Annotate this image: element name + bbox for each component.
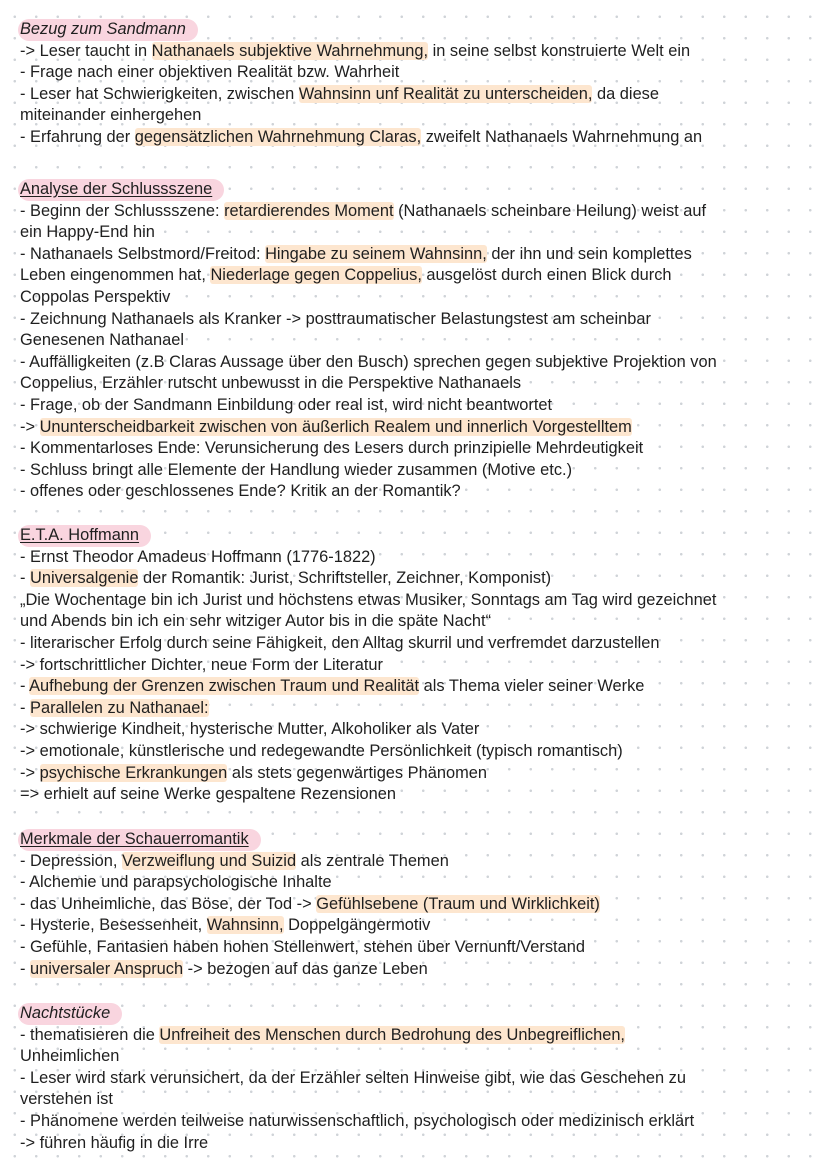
note-line	[20, 784, 810, 806]
note-line	[20, 395, 810, 417]
highlighted-text: Wahnsinn,	[206, 916, 284, 935]
note-text: - Phänomene werden teilweise naturwissenschaftlich, psychologisch oder medizinisch erklärt	[20, 1111, 695, 1130]
section-title: E.T.A. Hoffmann	[18, 525, 151, 547]
note-text: - Depression,	[20, 851, 123, 870]
note-text: Genesenen Nathanael	[20, 331, 185, 350]
note-text: als stets gegenwärtiges Phänomen	[227, 763, 487, 782]
note-line	[20, 590, 810, 612]
note-text: ausgelöst durch einen Blick durch	[421, 266, 672, 285]
note-line	[20, 1111, 810, 1133]
note-text: - Frage, ob der Sandmann Einbildung oder real ist, wird nicht beantwortet	[20, 395, 553, 414]
note-line	[20, 937, 810, 959]
section-bezug-zum-sandmann	[20, 19, 810, 149]
note-text: - Nathanaels Selbstmord/Freitod:	[20, 244, 266, 263]
note-text: - Leser hat Schwierigkeiten, zwischen	[20, 84, 299, 103]
note-text: -	[20, 569, 31, 588]
note-line	[20, 244, 810, 266]
highlighted-text: gegensätzlichen Wahrnehmung Claras,	[134, 127, 422, 146]
note-line	[20, 633, 810, 655]
note-line	[20, 1133, 810, 1155]
note-line	[20, 1025, 810, 1047]
note-text: „Die Wochentage bin ich Jurist und höchstens etwas Musiker, Sonntags am Tag wird gezeichnet	[20, 590, 717, 609]
note-line	[20, 201, 810, 223]
note-text: - offenes oder geschlossenes Ende? Kritik an der Romantik?	[20, 482, 461, 501]
note-text: - Frage nach einer objektiven Realität bzw. Wahrheit	[20, 63, 400, 82]
note-text: - Leser wird stark verunsichert, da der Erzähler selten Hinweise gibt, wie das Geschehen zu	[20, 1068, 686, 1087]
note-line	[20, 698, 810, 720]
note-line	[20, 438, 810, 460]
note-text: der Romantik: Jurist, Schriftsteller, Zeichner, Komponist)	[138, 569, 552, 588]
note-line	[20, 127, 810, 149]
note-line	[20, 719, 810, 741]
note-line	[20, 417, 810, 439]
note-text: - Schluss bringt alle Elemente der Handlung wieder zusammen (Motive etc.)	[20, 460, 573, 479]
note-line	[20, 1089, 810, 1111]
note-line	[20, 84, 810, 106]
note-text: - Kommentarloses Ende: Verunsicherung des Lesers durch prinzipielle Mehrdeutigkeit	[20, 439, 644, 458]
note-line	[20, 330, 810, 352]
highlighted-text: universaler Anspruch	[30, 959, 184, 978]
note-text: => erhielt auf seine Werke gespaltene Rezensionen	[20, 785, 397, 804]
section-title: Merkmale der Schauerromantik	[18, 829, 261, 851]
note-text: -	[20, 698, 31, 717]
note-text: und Abends bin ich ein sehr witziger Autor bis in die späte Nacht“	[20, 612, 492, 631]
note-text: (Nathanaels scheinbare Heilung) weist auf	[393, 201, 707, 220]
note-text: als zentrale Themen	[296, 851, 449, 870]
highlighted-text: retardierendes Moment	[224, 201, 394, 220]
note-line	[20, 851, 810, 873]
note-text: der ihn und sein komplettes	[486, 244, 692, 263]
note-text: -> führen häufig in die Irre	[20, 1133, 209, 1152]
note-line	[20, 741, 810, 763]
note-line	[20, 265, 810, 287]
note-line	[20, 655, 810, 677]
note-text: -> fortschrittlicher Dichter, neue Form der Literatur	[20, 655, 384, 674]
highlighted-text: Hingabe zu seinem Wahnsinn,	[265, 244, 487, 263]
note-line	[20, 568, 810, 590]
note-text: Unheimlichen	[20, 1047, 120, 1066]
note-line	[20, 309, 810, 331]
note-text: ein Happy-End hin	[20, 223, 155, 242]
note-text: - Gefühle, Fantasien haben hohen Stellenwert, stehen über Vernunft/Verstand	[20, 937, 585, 956]
note-text: Coppelius, Erzähler rutscht unbewusst in die Perspektive Nathanaels	[20, 374, 522, 393]
note-text: - Hysterie, Besessenheit,	[20, 916, 207, 935]
highlighted-text: Parallelen zu Nathanael:	[30, 698, 209, 717]
note-text: da diese	[592, 84, 659, 103]
note-line	[20, 352, 810, 374]
highlighted-text: Gefühlsebene (Traum und Wirklichkeit)	[316, 894, 600, 913]
section-merkmale-der-schauerromantik	[20, 829, 810, 980]
section-title: Bezug zum Sandmann	[18, 19, 198, 41]
note-line	[20, 959, 810, 981]
note-text: - thematisieren die	[20, 1025, 160, 1044]
note-line	[20, 1068, 810, 1090]
note-line	[20, 41, 810, 63]
highlighted-text: Nathanaels subjektive Wahrnehmung,	[151, 41, 429, 60]
highlighted-text: psychische Erkrankungen	[39, 763, 228, 782]
note-text: als Thema vieler seiner Werke	[419, 677, 645, 696]
section-nachtstuecke	[20, 1003, 810, 1154]
note-text: Doppelgängermotiv	[283, 916, 431, 935]
note-text: - Alchemie und parapsychologische Inhalte	[20, 873, 332, 892]
note-line	[20, 105, 810, 127]
note-line	[20, 460, 810, 482]
note-text: -> bezogen auf das ganze Leben	[183, 959, 428, 978]
note-text: - Beginn der Schlussszene:	[20, 201, 225, 220]
note-line	[20, 611, 810, 633]
note-text: ->	[20, 417, 40, 436]
section-eta-hoffmann	[20, 525, 810, 806]
note-text: Coppolas Perspektiv	[20, 287, 171, 306]
section-title: Analyse der Schlussszene	[18, 179, 224, 201]
note-line	[20, 222, 810, 244]
note-text: - Auffälligkeiten (z.B Claras Aussage über den Busch) sprechen gegen subjektive Projektion von	[20, 352, 717, 371]
note-line	[20, 915, 810, 937]
note-text: - Zeichnung Nathanaels als Kranker -> posttraumatischer Belastungstest am scheinbar	[20, 309, 651, 328]
section-title: Nachtstücke	[18, 1003, 122, 1025]
highlighted-text: Wahnsinn unf Realität zu unterscheiden,	[298, 84, 593, 103]
note-text: - literarischer Erfolg durch seine Fähigkeit, den Alltag skurril und verfremdet darzustellen	[20, 633, 660, 652]
note-text: verstehen ist	[20, 1090, 113, 1109]
note-text: -> schwierige Kindheit, hysterische Mutter, Alkoholiker als Vater	[20, 720, 480, 739]
note-line	[20, 894, 810, 916]
note-text: - Erfahrung der	[20, 127, 135, 146]
note-line	[20, 1046, 810, 1068]
note-text: ->	[20, 763, 40, 782]
note-text: -> Leser taucht in	[20, 41, 152, 60]
highlighted-text: Unfreiheit des Menschen durch Bedrohung des Unbegreiflichen,	[159, 1025, 625, 1044]
note-line	[20, 287, 810, 309]
highlighted-text: Ununterscheidbarkeit zwischen von äußerlich Realem und innerlich Vorgestelltem	[39, 417, 632, 436]
note-text: miteinander einhergehen	[20, 106, 202, 125]
note-text: -	[20, 959, 31, 978]
note-line	[20, 62, 810, 84]
section-analyse-der-schlussszene	[20, 179, 810, 503]
note-text: Leben eingenommen hat,	[20, 266, 211, 285]
note-line	[20, 676, 810, 698]
note-text: in seine selbst konstruierte Welt ein	[428, 41, 691, 60]
note-line	[20, 547, 810, 569]
note-line	[20, 481, 810, 503]
note-text: - Ernst Theodor Amadeus Hoffmann (1776-1822)	[20, 547, 376, 566]
note-text: -> emotionale, künstlerische und redegewandte Persönlichkeit (typisch romantisch)	[20, 741, 623, 760]
highlighted-text: Universalgenie	[30, 569, 139, 588]
highlighted-text: Verzweiflung und Suizid	[122, 851, 297, 870]
note-text: - das Unheimliche, das Böse, der Tod ->	[20, 894, 317, 913]
highlighted-text: Aufhebung der Grenzen zwischen Traum und Realität	[29, 677, 420, 696]
note-text: zweifelt Nathanaels Wahrnehmung an	[421, 127, 703, 146]
note-line	[20, 872, 810, 894]
note-line	[20, 763, 810, 785]
highlighted-text: Niederlage gegen Coppelius,	[210, 266, 422, 285]
note-text: -	[20, 677, 30, 696]
note-line	[20, 373, 810, 395]
